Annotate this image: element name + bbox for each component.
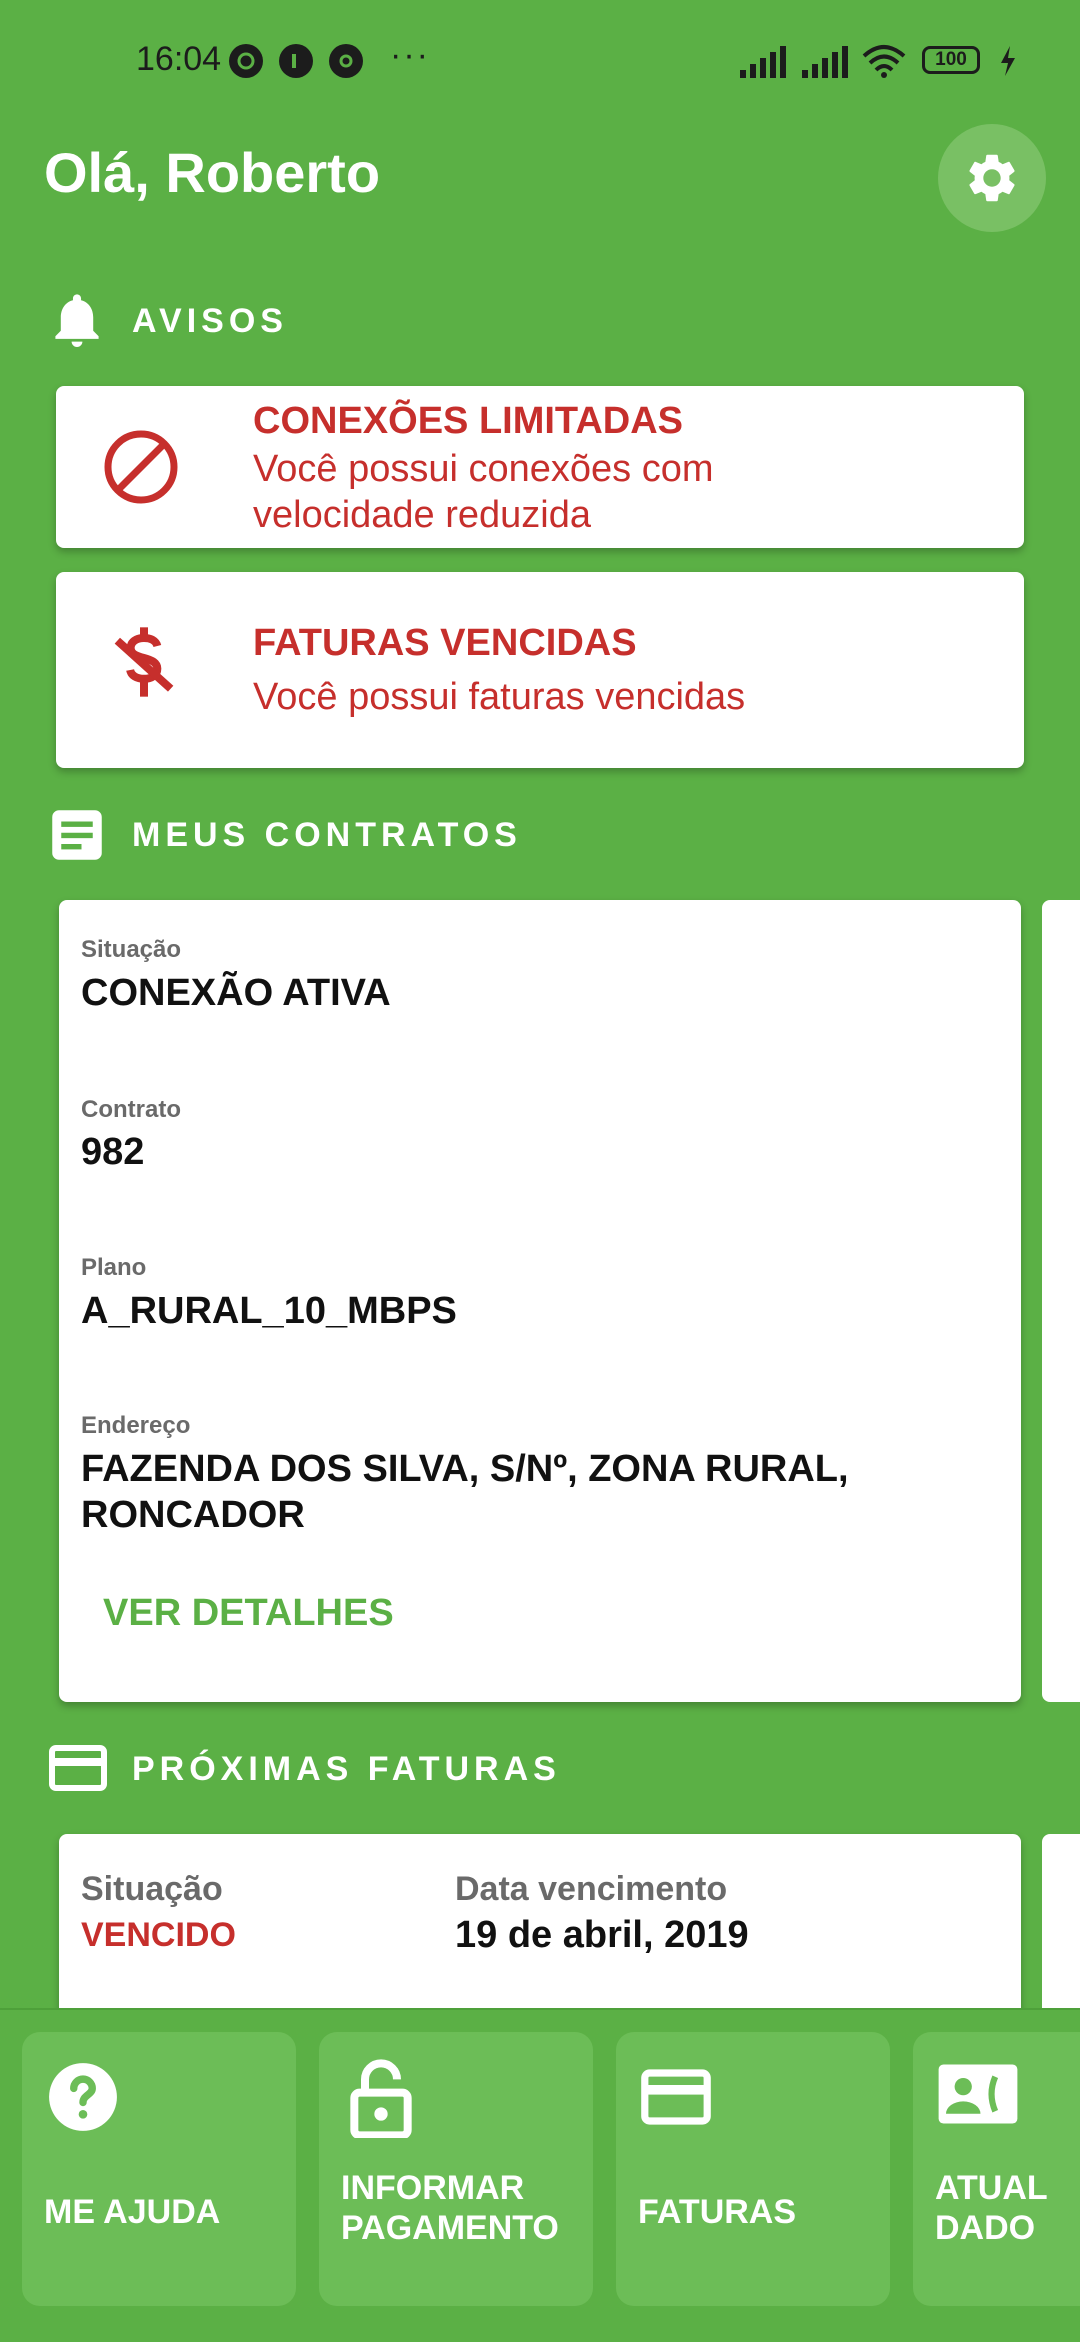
contrato-value: 982 <box>81 1131 145 1173</box>
action-label-line1: INFORMAR <box>341 2169 525 2207</box>
no-money-icon <box>112 624 176 700</box>
plano-value: A_RURAL_10_MBPS <box>81 1290 457 1332</box>
next-invoice-card-peek[interactable] <box>1042 1834 1080 2034</box>
more-notifications-icon: ··· <box>390 36 430 74</box>
ver-detalhes-link[interactable]: VER DETALHES <box>103 1592 394 1634</box>
greeting-title: Olá, Roberto <box>44 141 381 204</box>
contract-card[interactable] <box>59 900 1021 1702</box>
unlock-icon <box>349 2058 413 2138</box>
alert-title: FATURAS VENCIDAS <box>253 622 637 664</box>
whatsapp-icon <box>229 44 263 78</box>
status-time: 16:04 <box>136 40 222 78</box>
help-icon <box>46 2060 120 2134</box>
plano-label: Plano <box>81 1254 147 1281</box>
action-faturas[interactable] <box>616 2032 890 2306</box>
alert-description-line1: Você possui conexões com <box>253 448 714 490</box>
action-label: FATURAS <box>638 2193 797 2231</box>
wifi-icon <box>860 44 908 80</box>
alert-description: Você possui faturas vencidas <box>253 676 746 718</box>
app-icon <box>329 44 363 78</box>
action-label-line1: ATUAL <box>935 2169 1048 2207</box>
block-icon <box>102 428 180 506</box>
situacao-label: Situação <box>81 936 182 963</box>
faturas-section-title: PRÓXIMAS FATURAS <box>132 1750 561 1788</box>
invoice-situacao-value: VENCIDO <box>81 1916 236 1954</box>
credit-card-icon <box>48 1744 108 1792</box>
action-label-line2: DADO <box>935 2209 1036 2247</box>
credit-card-icon <box>640 2068 712 2126</box>
action-me-ajuda[interactable] <box>22 2032 296 2306</box>
endereco-value-line1: FAZENDA DOS SILVA, S/Nº, ZONA RURAL, <box>81 1448 849 1490</box>
next-contract-card-peek[interactable] <box>1042 900 1080 1702</box>
signal-icon <box>738 44 790 80</box>
endereco-value-line2: RONCADOR <box>81 1494 305 1536</box>
invoice-situacao-label: Situação <box>81 1870 223 1908</box>
contrato-label: Contrato <box>81 1096 181 1123</box>
settings-button[interactable] <box>938 124 1046 232</box>
action-label: ME AJUDA <box>44 2193 221 2231</box>
action-atualizar-dados[interactable] <box>913 2032 1080 2306</box>
bell-icon <box>50 290 104 350</box>
charging-icon <box>998 44 1018 78</box>
contact-phone-icon <box>935 2062 1021 2126</box>
document-icon <box>50 808 104 862</box>
alert-title: CONEXÕES LIMITADAS <box>253 400 683 442</box>
app-icon <box>279 44 313 78</box>
alert-card-conexoes-limitadas[interactable] <box>56 386 1024 548</box>
signal-icon <box>800 44 852 80</box>
action-informar-pagamento[interactable] <box>319 2032 593 2306</box>
avisos-section-title: AVISOS <box>132 302 288 340</box>
invoice-card[interactable] <box>59 1834 1021 2034</box>
endereco-label: Endereço <box>81 1412 191 1439</box>
action-label-line2: PAGAMENTO <box>341 2209 559 2247</box>
contratos-section-title: MEUS CONTRATOS <box>132 816 522 854</box>
vencimento-label: Data vencimento <box>455 1870 728 1908</box>
gear-icon <box>963 149 1021 207</box>
vencimento-value: 19 de abril, 2019 <box>455 1914 749 1956</box>
situacao-value: CONEXÃO ATIVA <box>81 972 391 1014</box>
alert-card-faturas-vencidas[interactable] <box>56 572 1024 768</box>
alert-description-line2: velocidade reduzida <box>253 494 592 536</box>
battery-indicator: 100 <box>922 46 980 74</box>
